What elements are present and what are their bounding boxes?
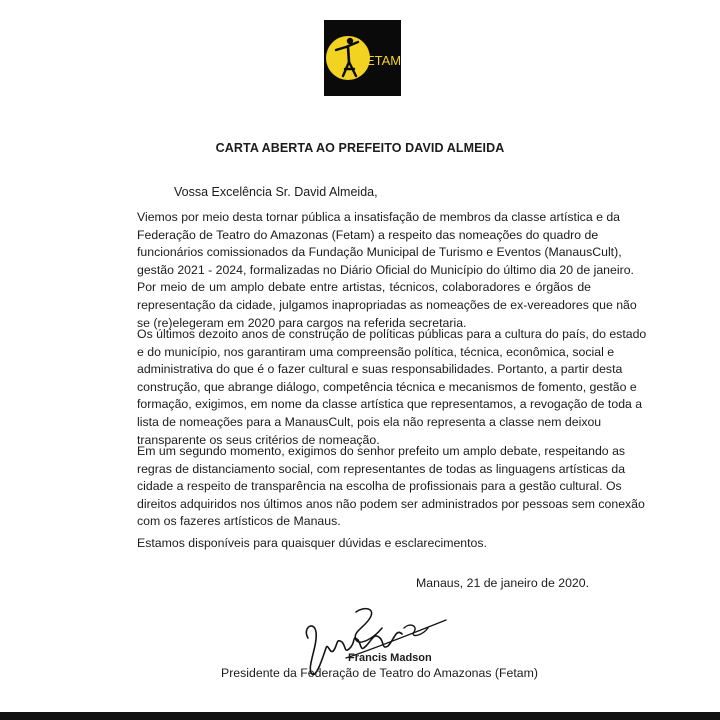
letter-paragraph-2 [137, 326, 647, 449]
letter-paragraph-3 [137, 443, 645, 531]
paragraph-line: e do município, nos garantiram uma compreensão política, técnica, econômica, social e [137, 344, 615, 359]
letter-salutation: Vossa Excelência Sr. David Almeida, [174, 185, 378, 199]
paragraph-line: construção, que abrange diálogo, competência técnica e mecanismos de fomento, gestão e [137, 379, 637, 394]
paragraph-line: direitos adquiridos nos últimos anos não podem ser administrados por pessoas sem conexão [137, 496, 645, 511]
paragraph-line: Em um segundo momento, exigimos do senhor prefeito um amplo debate, respeitando as [137, 444, 626, 458]
logo-text: FETAM [358, 53, 401, 68]
fetam-logo-graphic [324, 20, 401, 96]
signer-role: Presidente da Federação de Teatro do Amazonas (Fetam) [221, 666, 538, 680]
paragraph-line: representação da cidade, julgamos inapropriadas as nomeações de ex-vereadores que não [137, 297, 637, 312]
paragraph-line: transparente os seus critérios de nomeação. [137, 432, 380, 447]
letter-paragraph-1 [137, 209, 637, 332]
paragraph-line: Viemos por meio desta tornar pública a insatisfação de membros da classe artística e da [137, 210, 621, 224]
paragraph-line: Os últimos dezoito anos de construção de políticas públicas para a cultura do país, do estado [137, 327, 647, 341]
bottom-border-bar [0, 712, 720, 720]
signature-stroke-tail [404, 625, 428, 635]
letter-title: CARTA ABERTA AO PREFEITO DAVID ALMEIDA [215, 141, 505, 155]
paragraph-line: lista de nomeações para a ManausCult, pois ela não representa a classe nem deixou [137, 414, 602, 429]
paragraph-line: regras de distanciamento social, com representantes de todas as linguagens artísticas da [137, 461, 626, 476]
letter-closing: Estamos disponíveis para quaisquer dúvidas e esclarecimentos. [137, 536, 487, 550]
fetam-logo [324, 20, 401, 96]
paragraph-line: com os fazeres artísticos de Manaus. [137, 514, 341, 529]
paragraph-line: Por meio de um amplo debate entre artistas, técnicos, colaboradores e órgãos de [137, 280, 591, 295]
paragraph-line: se (re)elegeram em 2020 para cargos na referida secretaria. [137, 315, 467, 330]
paragraph-line: gestão 2021 - 2024, formalizadas no Diário Oficial do Município do último dia 20 de janeiro. [137, 262, 634, 277]
paragraph-line: formação, exigimos, em nome da classe artística que representamos, a revogação de toda a [137, 397, 643, 412]
paragraph-line: Federação de Teatro do Amazonas (Fetam) a respeito das nomeações do quadro de [137, 227, 599, 242]
paragraph-line: funcionários comissionados da Fundação Municipal de Turismo e Eventos (ManausCult), [137, 245, 622, 260]
paragraph-line: administrativa do que é o fazer cultural e suas responsabilidades. Portanto, a partir desta [137, 362, 623, 377]
signer-name: Francis Madson [348, 652, 432, 664]
paragraph-line: cidade a respeito de transparência na escolha de profissionais para a gestão cultural. Os [137, 479, 622, 494]
logo-figure-body [348, 47, 349, 62]
place-and-date: Manaus, 21 de janeiro de 2020. [416, 576, 589, 590]
